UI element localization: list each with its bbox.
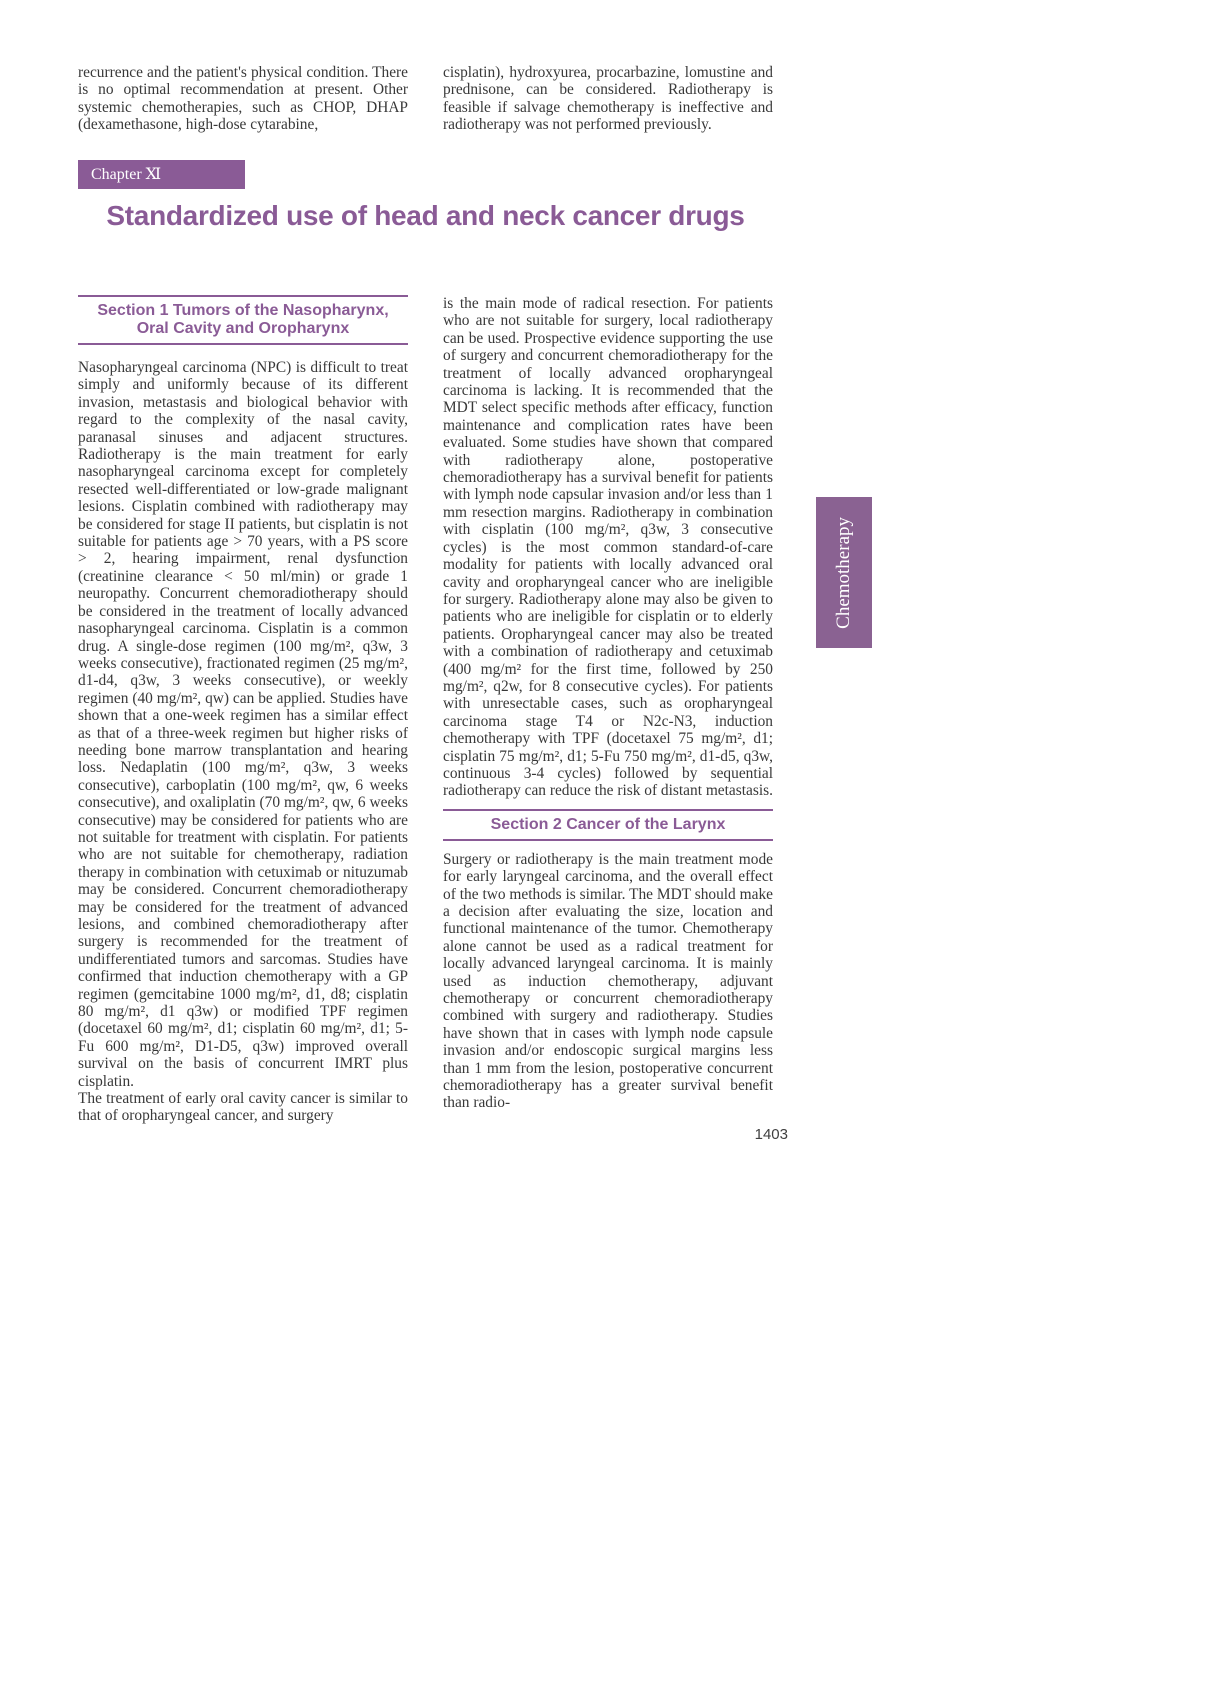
chemotherapy-tab bbox=[816, 497, 872, 648]
section2-paragraph-1: Surgery or radiotherapy is the main treatment mode for early laryngeal carcinoma, and the overall effect of the two methods is similar. The MDT should make a decision after evaluating the size, location and functional maintenance of the tumor. Chemotherapy alone cannot be used as a radical treatment for locally advanced laryngeal carcinoma. It is mainly used as induction chemotherapy, adjuvant chemotherapy or concurrent chemoradiotherapy combined with surgery and radiotherapy. Studies have shown that in cases with lymph node capsule invasion and/or endoscopic surgical margins less than 1 mm from the lesion, postoperative concurrent chemoradiotherapy has a greater survival benefit than radio- bbox=[443, 850, 773, 1112]
chapter-title: Standardized use of head and neck cancer drugs bbox=[106, 200, 745, 231]
section1-paragraph-2: The treatment of early oral cavity cancer is similar to that of oropharyngeal cancer, and surgery bbox=[78, 1090, 408, 1125]
intro-columns bbox=[78, 64, 773, 134]
chapter-banner bbox=[78, 160, 245, 189]
chapter-banner-label: Chapter Ⅺ bbox=[91, 166, 162, 183]
intro-right-column: cisplatin), hydroxyurea, procarbazine, lomustine and prednisone, can be considered. Radiotherapy is feasible if salvage chemotherapy is ineffective and radiotherapy was not performed previously. bbox=[443, 64, 773, 134]
section1-heading: Section 1 Tumors of the Nasopharynx, Oral Cavity and Oropharynx bbox=[78, 295, 408, 345]
chemotherapy-tab-label: Chemotherapy bbox=[833, 516, 854, 629]
section1-paragraph-1: Nasopharyngeal carcinoma (NPC) is difficult to treat simply and uniformly because of its different invasion, metastasis and biological behavior with regard to the complexity of the nasal cavity, paranasal sinuses and adjacent structures. Radiotherapy is the main treatment for early nasopharyngeal carcinoma except for completely resected well-differentiated or low-grade malignant lesions. Cisplatin combined with radiotherapy may be considered for stage II patients, but cisplatin is not suitable for patients age > 70 years, with a PS score > 2, hearing impairment, renal dysfunction (creatinine clearance < 50 ml/min) or grade 1 neuropathy. Concurrent chemoradiotherapy should be considered in the treatment of locally advanced nasopharyngeal carcinoma. Cisplatin is a common drug. A single-dose regimen (100 mg/m², q3w, 3 weeks consecutive), fractionated regimen (25 mg/m², d1-d4, q3w, 3 weeks consecutive), or weekly regimen (40 mg/m², qw) can be applied. Studies have shown that a one-week regimen has a similar effect as that of a three-week regimen but higher risks of needing bone marrow transplantation and hearing loss. Nedaplatin (100 mg/m², q3w, 3 weeks consecutive), carboplatin (100 mg/m², qw, 6 weeks consecutive), and oxaliplatin (70 mg/m², qw, 6 weeks consecutive) may be considered for patients who are not suitable for treatment with cisplatin. For patients who are not suitable for chemotherapy, radiation therapy in combination with cetuximab or nituzumab may be considered. Concurrent chemoradiotherapy may be considered for the treatment of advanced lesions, and combined chemoradiotherapy after surgery is recommended for the treatment of undifferentiated tumors and sarcomas. Studies have confirmed that induction chemotherapy with a GP regimen (gemcitabine 1000 mg/m², d1, d8; cisplatin 80 mg/m², d1 q3w) or modified TPF regimen (docetaxel 60 mg/m², d1; cisplatin 60 mg/m², d1; 5-Fu 600 mg/m², D1-D5, q3w) improved overall survival on the basis of concurrent IMRT plus cisplatin. bbox=[78, 359, 408, 1090]
left-column bbox=[78, 295, 408, 1125]
main-columns bbox=[78, 295, 773, 1125]
page-number: 1403 bbox=[754, 1126, 788, 1143]
right-column bbox=[443, 295, 773, 1125]
section1-paragraph-2-continued: is the main mode of radical resection. For patients who are not suitable for surgery, local radiotherapy can be used. Prospective evidence supporting the use of surgery and concurrent chemoradiotherapy for the treatment of locally advanced oropharyngeal carcinoma is lacking. It is recommended that the MDT select specific methods after efficacy, function maintenance and complication rates have been evaluated. Some studies have shown that compared with radiotherapy alone, postoperative chemoradiotherapy has a survival benefit for patients with lymph node capsular invasion and/or less than 1 mm resection margins. Radiotherapy in combination with cisplatin (100 mg/m², q3w, 3 consecutive cycles) is the most common standard-of-care modality for patients with locally advanced oral cavity and oropharyngeal cancer who are ineligible for surgery. Radiotherapy alone may also be given to patients who are ineligible for cisplatin or to elderly patients. Oropharyngeal cancer may also be treated with a combination of radiotherapy and cetuximab (400 mg/m² for the first time, followed by 250 mg/m², q2w, for 8 consecutive cycles). For patients with unresectable cases, such as oropharyngeal carcinoma stage T4 or N2c-N3, induction chemotherapy with TPF (docetaxel 75 mg/m², d1; cisplatin 75 mg/m², d1; 5-Fu 750 mg/m², d1-d5, q3w, continuous 3-4 cycles) followed by sequential radiotherapy can reduce the risk of distant metastasis. bbox=[443, 295, 773, 800]
intro-left-column: recurrence and the patient's physical condition. There is no optimal recommendation at present. Other systemic chemotherapies, such as CHOP, DHAP (dexamethasone, high-dose cytarabine, bbox=[78, 64, 408, 134]
section2-heading: Section 2 Cancer of the Larynx bbox=[443, 809, 773, 841]
